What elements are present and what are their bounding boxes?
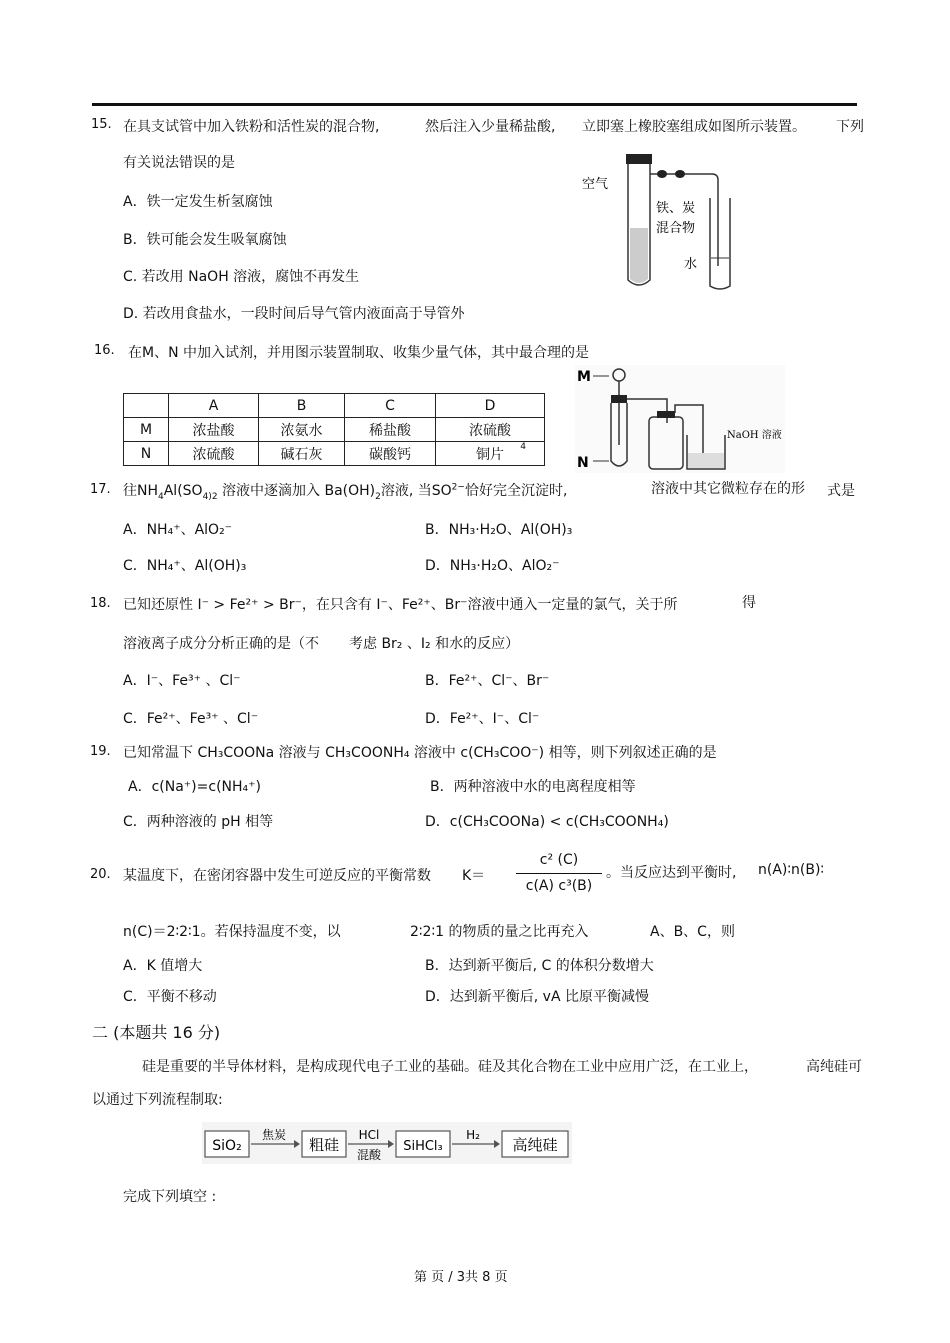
section-2-complete-prompt: 完成下列填空 : bbox=[123, 1189, 217, 1205]
table-cell: 浓盐酸 bbox=[169, 418, 259, 442]
section-2-title: 二 (本题共 16 分) bbox=[92, 1023, 221, 1042]
label-mixture-2: 混合物 bbox=[656, 221, 696, 236]
flow-step-1: SiO₂ bbox=[212, 1138, 242, 1154]
table-cell: 碳酸钙 bbox=[345, 442, 436, 466]
silicon-process-flowchart bbox=[202, 1122, 572, 1164]
q16-apparatus-figure bbox=[575, 365, 785, 473]
table-cell: 浓硫酸 bbox=[169, 442, 259, 466]
q16-reagent-table bbox=[123, 393, 545, 466]
q19-stem: 已知常温下 CH₃COONa 溶液与 CH₃COONH₄ 溶液中 c(CH₃COO⁻) 相等，则下列叙述正确的是 bbox=[123, 745, 717, 761]
table-cell: 浓氨水 bbox=[259, 418, 345, 442]
table-header-cell: C bbox=[345, 394, 436, 418]
q20-stem-6: A、B、C，则 bbox=[650, 924, 735, 940]
stopper-1 bbox=[611, 395, 627, 403]
q20-option-d: D．达到新平衡后, vA 比原平衡减慢 bbox=[425, 989, 649, 1005]
top-rule bbox=[92, 103, 857, 106]
q15-stem-2: 然后注入少量稀盐酸, bbox=[425, 119, 556, 135]
section-2-intro-3: 以通过下列流程制取: bbox=[92, 1092, 223, 1108]
q17-stem-part: 溶液, 当SO bbox=[380, 483, 452, 499]
q18-option-c: C．Fe²⁺、Fe³⁺ 、Cl⁻ bbox=[123, 711, 259, 727]
table-cell: 稀盐酸 bbox=[345, 418, 436, 442]
table-row bbox=[124, 442, 545, 466]
table-cell bbox=[436, 442, 545, 466]
q17-stem-part: 往NH bbox=[123, 483, 158, 499]
q17-option-d: D．NH₃·H₂O、AlO₂⁻ bbox=[425, 558, 560, 574]
q19-option-c: C．两种溶液的 pH 相等 bbox=[123, 814, 274, 830]
q19-option-b: B．两种溶液中水的电离程度相等 bbox=[430, 779, 636, 795]
q15-option-b: B．铁可能会发生吸氧腐蚀 bbox=[123, 232, 287, 248]
q17-stem-part: 2 bbox=[375, 491, 381, 502]
q15-number: 15. bbox=[91, 117, 112, 132]
label-mixture-1: 铁、炭 bbox=[656, 201, 696, 216]
q15-stem-4: 下列 bbox=[836, 119, 864, 135]
mixture-fill bbox=[630, 228, 648, 283]
section-2-intro-1: 硅是重要的半导体材料，是构成现代电子工业的基础。硅及其化合物在工业中应用广泛，在工业上， bbox=[142, 1059, 758, 1075]
table-row bbox=[124, 418, 545, 442]
q17-stem-part: Al(SO bbox=[163, 483, 203, 499]
flow-step-3: SiHCl₃ bbox=[403, 1139, 443, 1154]
q15-apparatus-figure bbox=[580, 148, 740, 293]
q17-stem-part: 恰好完全沉淀时, bbox=[464, 483, 568, 499]
q18-option-b: B．Fe²⁺、Cl⁻、Br⁻ bbox=[425, 673, 550, 689]
table-cell: N bbox=[124, 442, 169, 466]
q17-stem-part: 2 bbox=[211, 491, 218, 502]
q18-stem-4: 考虑 Br₂ 、I₂ 和水的反应） bbox=[349, 636, 520, 652]
tube-clamp-2 bbox=[675, 170, 685, 178]
q20-option-c: C．平衡不移动 bbox=[123, 989, 217, 1005]
naoh-solution bbox=[688, 453, 724, 468]
table-header-cell: D bbox=[436, 394, 545, 418]
q18-stem-1: 已知还原性 I⁻ > Fe²⁺ > Br⁻，在只含有 I⁻、Fe²⁺、Br⁻溶液中通入一定量的氯气，关于所 bbox=[123, 597, 678, 613]
figure-background bbox=[575, 365, 785, 473]
table-cell: 碱石灰 bbox=[259, 442, 345, 466]
label-m: M bbox=[577, 369, 591, 385]
q19-number: 19. bbox=[90, 744, 111, 759]
label-water: 水 bbox=[684, 257, 698, 272]
q20-stem-1: 某温度下，在密闭容器中发生可逆反应的平衡常数 bbox=[123, 868, 431, 884]
q20-k-equals: K＝ bbox=[462, 868, 486, 884]
q16-stem: 在M、N 中加入试剂，并用图示装置制取、收集少量气体，其中最合理的是 bbox=[128, 345, 590, 361]
q17-stem-end: 式是 bbox=[827, 483, 855, 499]
q20-stem-3: n(A)∶n(B)∶ bbox=[758, 862, 825, 878]
q18-number: 18. bbox=[90, 596, 111, 611]
q17-option-c: C．NH₄⁺、Al(OH)₃ bbox=[123, 558, 247, 574]
table-header-cell: A bbox=[169, 394, 259, 418]
q19-option-a: A．c(Na⁺)=c(NH₄⁺) bbox=[128, 779, 261, 795]
q20-fraction-bar bbox=[516, 873, 602, 874]
delivery-tube bbox=[650, 174, 718, 266]
q19-option-d: D．c(CH₃COONa) < c(CH₃COONH₄) bbox=[425, 814, 669, 830]
q20-denominator: c(A) c³(B) bbox=[525, 878, 593, 894]
q18-option-d: D．Fe²⁺、I⁻、Cl⁻ bbox=[425, 711, 540, 727]
q17-stem-part: 4 bbox=[158, 491, 164, 502]
q17-number: 17. bbox=[90, 482, 111, 497]
q20-option-a: A．K 值增大 bbox=[123, 958, 203, 974]
tube-clamp-1 bbox=[657, 170, 667, 178]
table-header-cell: B bbox=[259, 394, 345, 418]
q17-option-a: A．NH₄⁺、AlO₂⁻ bbox=[123, 522, 233, 538]
q15-stem-5: 有关说法错误的是 bbox=[123, 155, 235, 171]
q20-stem-5: 2∶2∶1 的物质的量之比再充入 bbox=[410, 924, 589, 940]
stopper-2 bbox=[657, 411, 675, 418]
water-beaker bbox=[710, 198, 730, 289]
q17-stem-tail: 溶液中其它微粒存在的形 bbox=[651, 481, 805, 497]
q16-number: 16. bbox=[94, 343, 115, 358]
table-footnote: 4 bbox=[520, 442, 526, 452]
table-cell: 浓硫酸 bbox=[436, 418, 545, 442]
flow-step-2: 粗硅 bbox=[308, 1136, 340, 1154]
q17-stem-part: 溶液中逐滴加入 bbox=[222, 483, 321, 499]
q17-stem bbox=[123, 480, 567, 502]
q20-stem-4: n(C)＝2∶2∶1。若保持温度不变，以 bbox=[123, 924, 341, 940]
section-2-intro-2: 高纯硅可 bbox=[806, 1059, 862, 1075]
flow-step-4: 高纯硅 bbox=[512, 1136, 558, 1154]
q20-numerator: c² (C) bbox=[539, 852, 579, 868]
q17-stem-part: Ba(OH) bbox=[324, 483, 376, 499]
rubber-stopper bbox=[626, 154, 652, 164]
q15-option-d: D. 若改用食盐水，一段时间后导气管内液面高于导管外 bbox=[123, 306, 465, 322]
q18-stem-3: 溶液离子成分分析正确的是（不 bbox=[123, 636, 319, 652]
q15-stem-1: 在具支试管中加入铁粉和活性炭的混合物, bbox=[123, 119, 380, 135]
q20-option-b: B．达到新平衡后, C 的体积分数增大 bbox=[425, 958, 654, 974]
flow-label-3: H₂ bbox=[466, 1128, 480, 1142]
flow-label-1: 焦炭 bbox=[261, 1128, 287, 1142]
q17-stem-part: 2− bbox=[451, 482, 465, 493]
label-n: N bbox=[577, 455, 589, 471]
q15-option-c: C. 若改用 NaOH 溶液，腐蚀不再发生 bbox=[123, 269, 360, 285]
q18-option-a: A．I⁻、Fe³⁺ 、Cl⁻ bbox=[123, 673, 241, 689]
table-header-cell bbox=[124, 394, 169, 418]
q18-stem-2: 得 bbox=[742, 595, 756, 611]
q15-option-a: A．铁一定发生析氢腐蚀 bbox=[123, 194, 273, 210]
q20-number: 20. bbox=[90, 867, 111, 882]
q20-stem-2: 。当反应达到平衡时, bbox=[606, 865, 737, 881]
label-air: 空气 bbox=[582, 177, 609, 192]
flow-label-2-bottom: 混酸 bbox=[356, 1148, 382, 1162]
q15-stem-3: 立即塞上橡胶塞组成如图所示装置。 bbox=[582, 119, 806, 135]
table-cell: M bbox=[124, 418, 169, 442]
label-naoh: NaOH 溶液 bbox=[727, 430, 782, 441]
table-row bbox=[124, 394, 545, 418]
page-footer: 第 页 / 3共 8 页 bbox=[414, 1270, 508, 1285]
flow-label-2-top: HCl bbox=[358, 1128, 380, 1142]
table-cell-text: 铜片 bbox=[476, 446, 504, 463]
q17-option-b: B．NH₃·H₂O、Al(OH)₃ bbox=[425, 522, 573, 538]
q17-stem-part: 4) bbox=[202, 491, 212, 502]
